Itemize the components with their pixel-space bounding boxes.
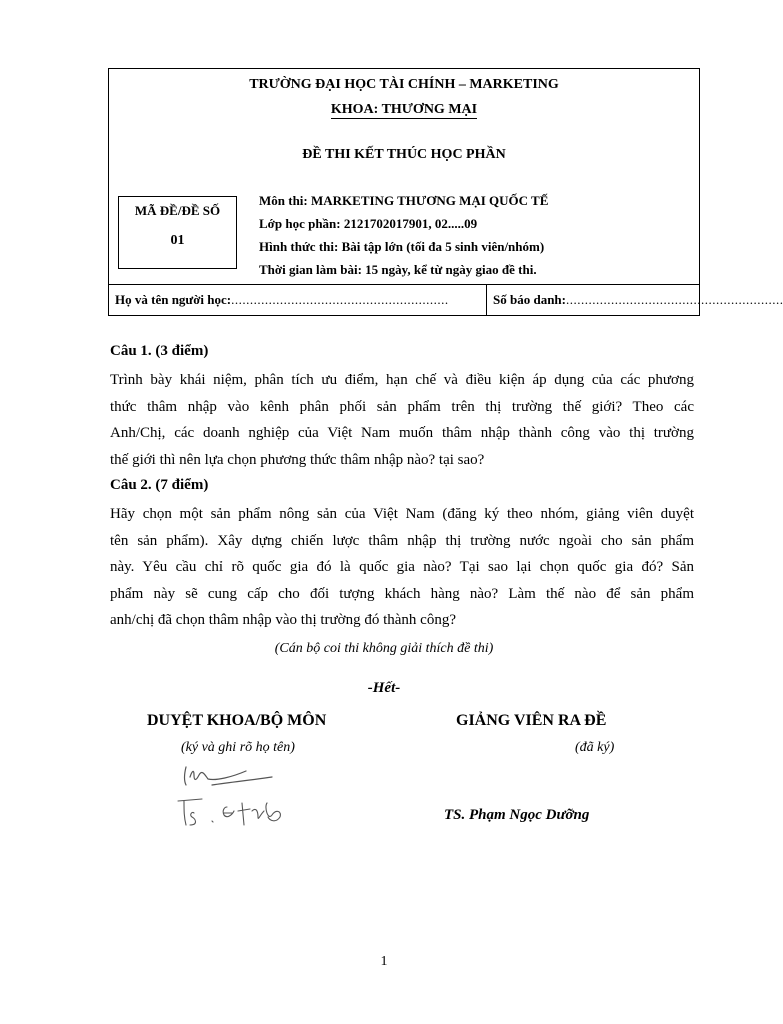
question-1-line: Trình bày khái niệm, phân tích ưu điểm, hạn chế và điều kiện áp dụng của các phương: [110, 372, 694, 388]
student-name-label: Họ và tên người học:: [115, 292, 232, 307]
left-signature-subtitle: (ký và ghi rõ họ tên): [181, 740, 295, 755]
exam-class: Lớp học phần: 2121702017901, 02.....09: [259, 216, 478, 231]
student-id-field: [493, 292, 783, 308]
question-2-line: này. Yêu cầu chỉ rõ quốc gia đó là quốc gia nào? Tại sao lại chọn quốc gia đó? Sản: [110, 559, 694, 575]
page-number: 1: [380, 954, 388, 969]
question-2-line: phẩm này sẽ cung cấp cho đối tượng khách hàng nào? Làm thế nào để sản phẩm: [110, 585, 694, 602]
exam-code-box: [118, 196, 237, 269]
question-2-title: Câu 2. (7 điểm): [110, 477, 209, 493]
question-1-line: thức thâm nhập vào kênh phân phối sản phẩm trên thị trường thế giới? Theo các: [110, 398, 694, 415]
exam-subject: Môn thi: MARKETING THƯƠNG MẠI QUỐC TẾ: [259, 193, 549, 208]
faculty-label: KHOA: THƯƠNG MẠI: [330, 102, 478, 117]
exam-header-box: [108, 68, 700, 284]
student-id-label: Số báo danh:: [493, 292, 566, 307]
exam-time: Thời gian làm bài: 15 ngày, kể từ ngày giao đề thi.: [259, 262, 537, 277]
handwritten-signature: [172, 755, 292, 835]
question-1-title: Câu 1. (3 điểm): [110, 343, 209, 359]
question-1-line: thế giới thì nên lựa chọn phương thức thâm nhập nào? tại sao?: [110, 451, 485, 468]
university-name: TRƯỜNG ĐẠI HỌC TÀI CHÍNH – MARKETING: [249, 77, 559, 92]
question-1-line: Anh/Chị, các doanh nghiệp của Việt Nam muốn thâm nhập thành công vào thị trường: [110, 425, 694, 441]
question-2-body: [110, 501, 694, 634]
student-info-row: [108, 284, 783, 316]
right-signature-title: GIẢNG VIÊN RA ĐỀ: [456, 712, 607, 729]
proctor-note: (Cán bộ coi thi không giải thích đề thi): [274, 641, 494, 656]
student-name-dots: ..........................................................: [231, 292, 449, 307]
exam-code-value: 01: [170, 233, 185, 248]
question-2-line: anh/chị đã chọn thâm nhập vào thị trường đó thành công?: [110, 612, 456, 628]
faculty-name: [109, 102, 699, 118]
row-divider: [486, 285, 487, 315]
question-1-body: [110, 367, 694, 473]
right-signature-subtitle: (đã ký): [575, 740, 615, 755]
question-2-line: Hãy chọn một sản phẩm nông sản của Việt Nam (đăng ký theo nhóm, giảng viên duyệt: [110, 506, 694, 522]
lecturer-name: TS. Phạm Ngọc Dưỡng: [444, 807, 590, 823]
exam-title: ĐỀ THI KẾT THÚC HỌC PHẦN: [302, 147, 506, 162]
left-signature-title: DUYỆT KHOA/BỘ MÔN: [147, 712, 327, 729]
exam-format: Hình thức thi: Bài tập lớn (tối đa 5 sinh viên/nhóm): [259, 239, 545, 254]
question-2-line: tên sản phẩm). Xây dựng chiến lược thâm nhập thị trường nước ngoài cho sản phẩm: [110, 532, 694, 549]
student-name-field: [115, 292, 449, 308]
end-mark: -Hết-: [367, 680, 401, 696]
student-id-dots: ..........................................................: [565, 292, 783, 307]
exam-code-label: MÃ ĐỀ/ĐỀ SỐ: [134, 203, 221, 218]
